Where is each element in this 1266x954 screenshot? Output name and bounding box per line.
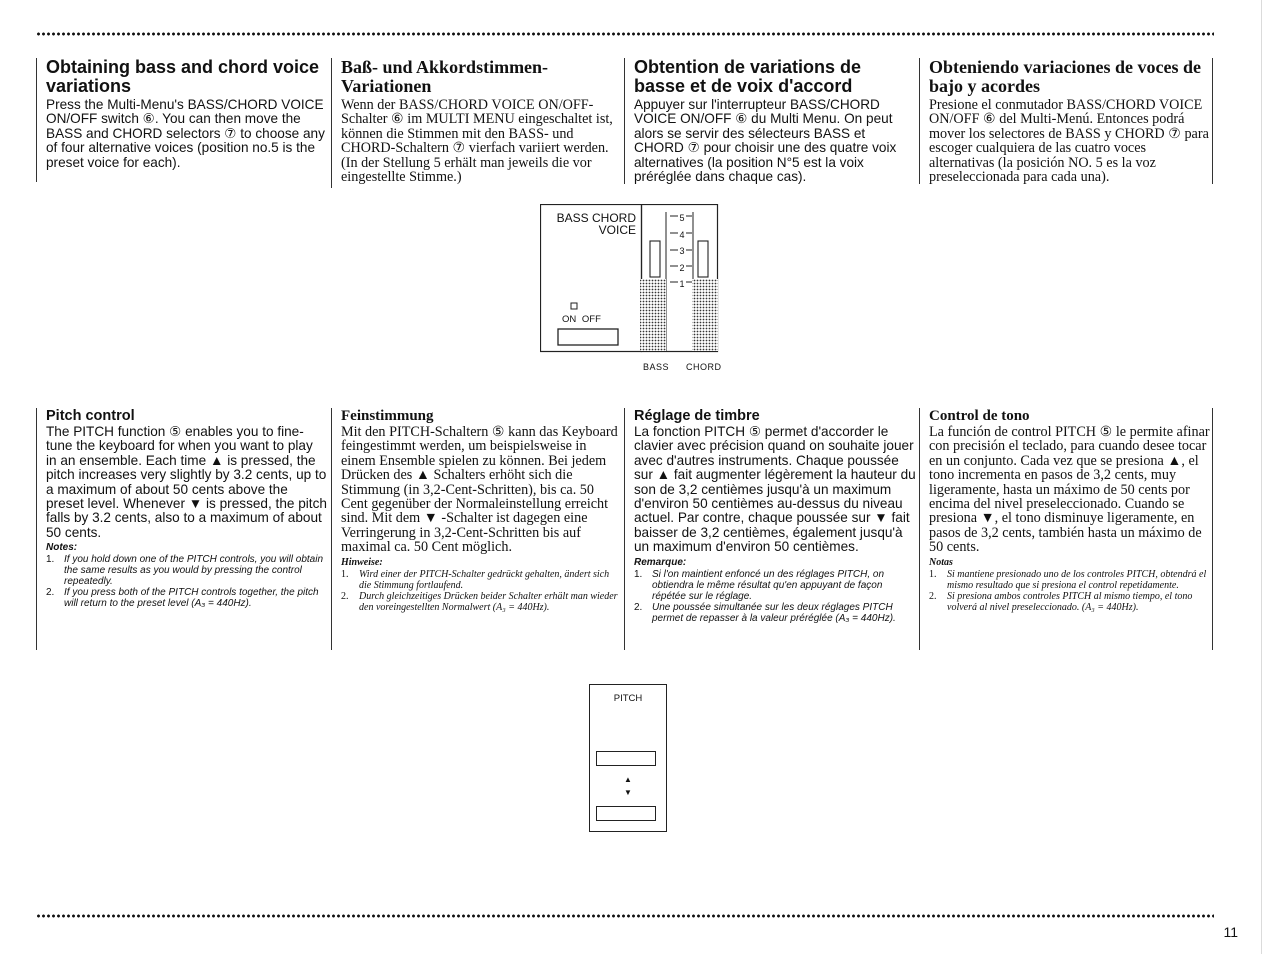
section-en-bass-chord xyxy=(36,58,327,182)
pitch-control-diagram xyxy=(589,684,667,832)
position-5: 5 xyxy=(679,213,685,223)
note-item: 1. Wird einer der PITCH-Schalter gedrückt gehalten, ändert sich die Stimmung fortlaufend. xyxy=(341,568,610,591)
note-item: 1. Si mantiene presionado uno de los controles PITCH, obtendrá el mismo resultado que si presiona el control repetidamente. xyxy=(929,568,1207,591)
top-dotted-rule xyxy=(36,32,1214,36)
section-body: Mit den PITCH-Schaltern ⑤ kann das Keyboard feingestimmt werden, um beispielsweise in einem Ensemble spielen zu können. Bei jedem Drücken des ▲ Schalters erhöht sich die Stimmung (in 3,2-Cent-Schritten), bis ca. 50 Cent gegenüber der Normaleinstellung erreicht sind. Mit dem ▼ -Schalter ist dagegen eine Verringerung in 3,2-Cent-Schritten bis auf maximal ca. 50 Cent möglich. xyxy=(341,424,618,556)
section-es-bass-chord xyxy=(919,58,1213,184)
section-de-bass-chord xyxy=(331,58,622,188)
section-en-pitch xyxy=(36,408,327,650)
down-arrow-icon: ▼ xyxy=(624,788,632,797)
section-body: La fonction PITCH ⑤ permet d'accorder le clavier avec précision quand on souhaite jouer avec d'autres instruments. Chaque poussée sur ▲ fait augmenter légèrement la hauteur du son de 3,2 centièmes jusqu'à un maximum d'environ 50 centièmes au-dessus du niveau actuel. Par contre, chaque poussée sur ▼ fait baisser de 3,2 centièmes, également jusqu'à un maximum d'environ 50 centièmes. xyxy=(634,424,916,555)
on-off-label: ON OFF xyxy=(562,314,601,325)
notes-list xyxy=(341,569,622,613)
section-de-pitch xyxy=(331,408,622,650)
section-title: Baß- und Akkordstimmen-Variationen xyxy=(341,57,549,96)
note-item: 2. Si presiona ambos controles PITCH al mismo tiempo, el tono volverá al nivel preseleccionado. (A₃ = 440Hz). xyxy=(929,590,1193,613)
position-3: 3 xyxy=(679,246,685,257)
section-fr-bass-chord xyxy=(624,58,916,184)
notes-list xyxy=(929,569,1212,613)
pitch-down-button[interactable] xyxy=(596,806,656,821)
notes-title: Notes: xyxy=(46,542,78,554)
note-item: 1. If you hold down one of the PITCH controls, you will obtain the same results as you would by pressing the control repeatedly. xyxy=(46,554,324,588)
section-body: Press the Multi-Menu's BASS/CHORD VOICE ON/OFF switch ⑥. You can then move the BASS and CHORD selectors ⑦ to choose any of four alternative voices (position no.5 is the preset voice for each). xyxy=(46,97,325,170)
scan-edge-mark xyxy=(1261,0,1262,954)
pitch-up-button[interactable] xyxy=(596,751,656,766)
page-number: 11 xyxy=(1223,924,1238,940)
section-body: Wenn der BASS/CHORD VOICE ON/OFF-Schalter ⑥ im MULTI MENU eingeschaltet ist, können die Stimmen mit den BASS- und CHORD-Schaltern ⑦ vierfach variiert werden. (In der Stellung 5 erhält man jeweils die vor eingestellte Stimme.) xyxy=(341,97,613,186)
bottom-dotted-rule xyxy=(36,914,1214,918)
note-item: 2. Une poussée simultanée sur les deux réglages PITCH permet de repasser à la valeur préréglée (A₃ = 440Hz). xyxy=(634,601,896,624)
section-body: Presione el conmutador BASS/CHORD VOICE ON/OFF ⑥ del Multi-Menú. Entonces podrá mover los selectores de BASS y CHORD ⑦ para escoger cualquiera de las cuatro voces alternativas (la posición NO. 5 es la voz preseleccionada para cada una). xyxy=(929,97,1209,186)
section-title: Pitch control xyxy=(46,408,135,424)
bass-chord-voice-diagram xyxy=(540,204,730,376)
notes-title: Hinweise: xyxy=(341,556,383,568)
section-title: Réglage de timbre xyxy=(634,408,760,424)
position-2: 2 xyxy=(679,262,685,273)
position-4: 4 xyxy=(679,229,685,240)
section-title: Control de tono xyxy=(929,408,1030,424)
notes-list xyxy=(634,569,916,624)
section-body: La función de control PITCH ⑤ le permite afinar con precisión el teclado, para cuando desee tocar en un conjunto. Cada vez que se presiona ▲, el tono incrementa en pasos de 3,2 cents, muy ligeramente, hasta un máximo de 50 cents por encima del nivel preseleccionado. Cuando se presiona ▼, el tono disminuye ligeramente, en pasos de 3,2 cents, también hasta un máximo de 50 cents. xyxy=(929,424,1210,556)
position-1: 1 xyxy=(679,279,685,290)
section-es-pitch xyxy=(919,408,1213,650)
label-bass-chord: BASS CHORD xyxy=(556,211,636,225)
note-item: 2. If you press both of the PITCH controls together, the pitch will return to the preset level (A₃ = 440Hz). xyxy=(46,587,319,610)
section-body: The PITCH function ⑤ enables you to fine-tune the keyboard for when you want to play in an ensemble. Each time ▲ is pressed, the pitch increases very slightly by 3.2 cents, up to a maximum of about 50 cents above the preset level. Whenever ▼ is pressed, the pitch falls by 3.2 cents, also to a maximum of about 50 cents. xyxy=(46,424,327,540)
section-title: Feinstimmung xyxy=(341,408,434,424)
notes-list xyxy=(46,554,327,609)
notes-title: Remarque: xyxy=(634,556,687,568)
bass-label: BASS xyxy=(643,362,670,372)
up-arrow-icon: ▲ xyxy=(624,775,632,784)
chord-label: CHORD xyxy=(686,362,722,372)
bass-chord-label xyxy=(552,212,636,236)
section-title: Obtention de variations de basse et de voix d'accord xyxy=(634,57,862,96)
label-voice: VOICE xyxy=(598,223,636,237)
position-numbers xyxy=(677,210,687,293)
note-item: 1. Si l'on maintient enfoncé un des réglages PITCH, on obtiendra le même résultat qu'en appuyant de façon répétée sur le réglage. xyxy=(634,568,885,602)
notes-title: Notas xyxy=(929,556,953,568)
section-fr-pitch xyxy=(624,408,916,650)
note-item: 2. Durch gleichzeitiges Drücken beider Schalter erhält man wieder den voreingestellten Normalwert (A₃ = 440Hz). xyxy=(341,590,618,613)
section-title: Obtaining bass and chord voice variations xyxy=(46,57,320,96)
section-body: Appuyer sur l'interrupteur BASS/CHORD VOICE ON/OFF ⑥ du Multi Menu. On peut alors se servir des sélecteurs BASS et CHORD ⑦ pour choisir une des quatre voix alternatives (la position N°5 est la voix préréglée dans chaque cas). xyxy=(634,97,897,185)
section-title: Obteniendo variaciones de voces de bajo y acordes xyxy=(929,57,1201,96)
pitch-label: PITCH xyxy=(613,693,643,704)
